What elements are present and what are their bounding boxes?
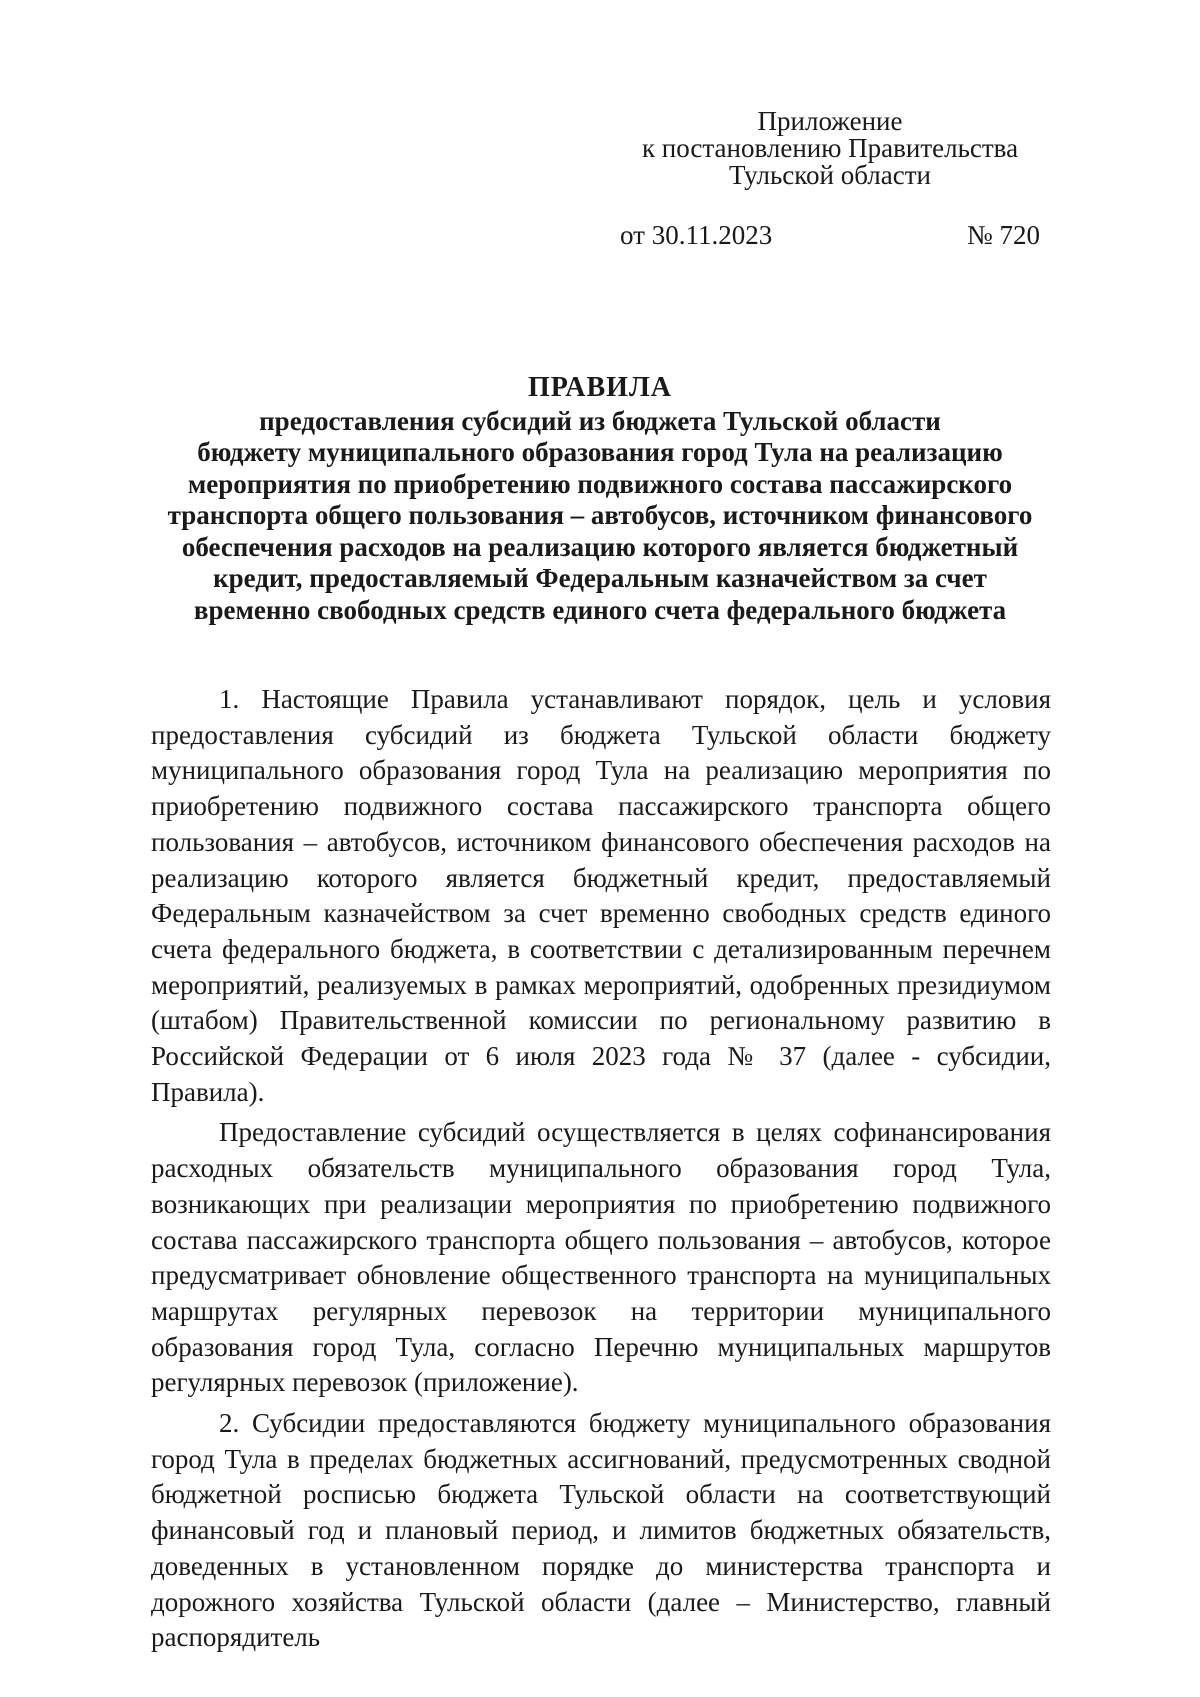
title-heading: ПРАВИЛА xyxy=(527,372,673,403)
title-line: бюджету муниципального образования город Тула на реализацию xyxy=(197,437,1003,467)
appendix-header xyxy=(600,108,1060,189)
title-line: предоставления субсидий из бюджета Тульской области xyxy=(259,405,941,436)
resolution-number: № 720 xyxy=(966,220,1040,250)
appendix-line-3: Тульской области xyxy=(729,160,931,190)
paragraph: 2. Субсидии предоставляются бюджету муниципального образования город Тула в пределах бюджетных ассигнований, предусмотренных сводной бюджетной росписью бюджета Тульской области на соответствующий финансовый год и плановый период, и лимитов бюджетных обязательств, доведенных в установленном порядке до министерства транспорта и дорожного хозяйства Тульской области (далее – Министерство, главный распорядитель xyxy=(151,1408,1051,1653)
paragraph: 1. Настоящие Правила устанавливают порядок, цель и условия предоставления субсидий из бюджета Тульской области бюджету муниципального образования город Тула на реализацию мероприятия по приобретению подвижного состава пассажирского транспорта общего пользования – автобусов, источником финансового обеспечения расходов на реализацию которого является бюджетный кредит, предоставляемый Федеральным казначейством за счет временно свободных средств единого счета федерального бюджета, в соответствии с детализированным перечнем мероприятий, реализуемых в рамках мероприятий, одобренных президиумом (штабом) Правительственной комиссии по региональному развитию в Российской Федерации от 6 июля 2023 года № 37 (далее - субсидии, Правила). xyxy=(151,684,1051,1107)
document-title xyxy=(150,372,1050,626)
appendix-line-2: к постановлению Правительства xyxy=(641,133,1019,163)
title-line: транспорта общего пользования – автобусов, источником финансового xyxy=(167,500,1033,530)
document-body xyxy=(151,682,1051,1661)
resolution-date: от 30.11.2023 xyxy=(620,220,773,250)
paragraph: Предоставление субсидий осуществляется в целях софинансирования расходных обязательств муниципального образования город Тула, возникающих при реализации мероприятия по приобретению подвижного состава пассажирского транспорта общего пользования – автобусов, которое предусматривает обновление общественного транспорта на муниципальных маршрутах регулярных перевозок на территории муниципального образования город Тула, согласно Перечню муниципальных маршрутов регулярных перевозок (приложение). xyxy=(151,1117,1051,1398)
title-line: мероприятия по приобретению подвижного состава пассажирского xyxy=(187,468,1013,499)
title-line: кредит, предоставляемый Федеральным казначейством за счет xyxy=(213,563,987,593)
title-line: обеспечения расходов на реализацию которого является бюджетный xyxy=(181,531,1019,562)
appendix-line-1: Приложение xyxy=(757,106,903,136)
title-line: временно свободных средств единого счета федерального бюджета xyxy=(193,594,1007,625)
